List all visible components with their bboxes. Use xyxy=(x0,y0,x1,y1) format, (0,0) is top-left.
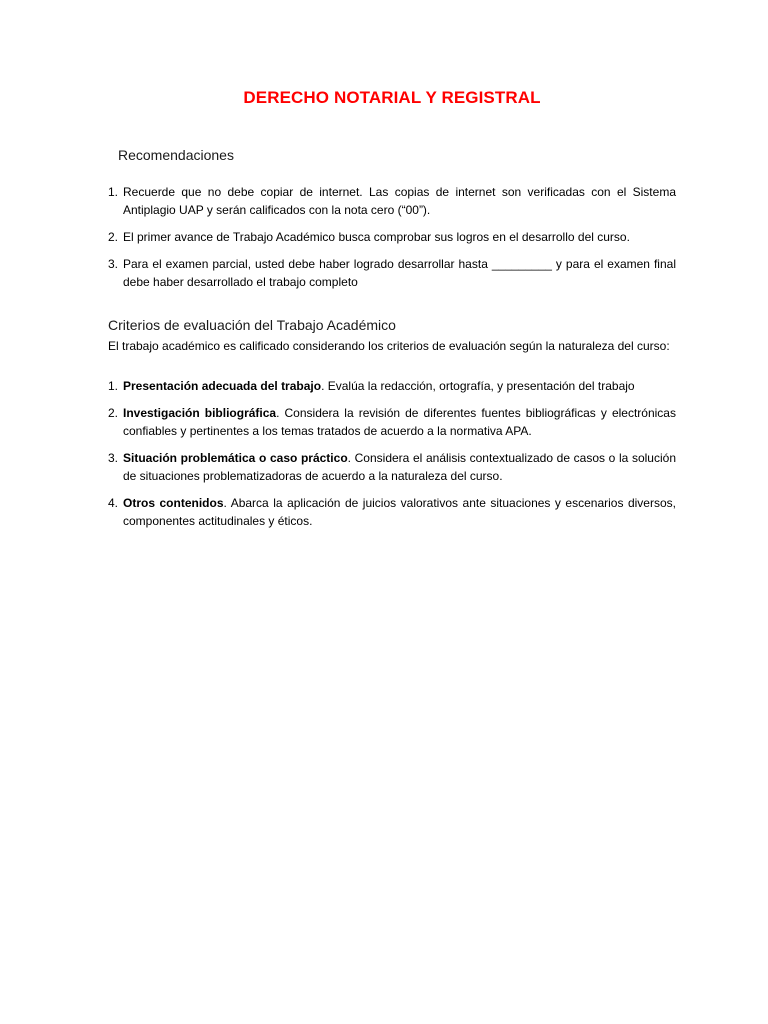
criterion-label: Situación problemática o caso práctico xyxy=(123,451,348,465)
list-item-number: 4. xyxy=(108,496,119,510)
criterion-label: Investigación bibliográfica xyxy=(123,406,277,420)
list-item-number: 2. xyxy=(108,406,119,420)
list-item-number: 3. xyxy=(108,451,119,465)
list-item-number: 3. xyxy=(108,257,119,271)
recommendations-heading: Recomendaciones xyxy=(118,147,234,163)
criterion-label: Presentación adecuada del trabajo xyxy=(123,379,322,393)
criterion-text: . Evalúa la redacción, ortografía, y presentación del trabajo xyxy=(321,379,635,393)
criterion-label: Otros contenidos xyxy=(123,496,224,510)
list-item xyxy=(108,404,676,440)
criteria-list xyxy=(108,377,676,539)
document-title: DERECHO NOTARIAL Y REGISTRAL xyxy=(243,88,541,107)
list-item xyxy=(108,183,676,219)
recommendations-list xyxy=(108,183,676,300)
criterion-text: . Considera la revisión de diferentes fuentes bibliográficas y electrónicas confiables y pertinentes a los temas tratados de acuerdo a la normativa APA. xyxy=(123,406,676,438)
list-item-text: El primer avance de Trabajo Académico busca comprobar sus logros en el desarrollo del curso. xyxy=(123,230,630,244)
list-item-number: 1. xyxy=(108,185,119,199)
list-item-number: 1. xyxy=(108,379,119,393)
list-item-number: 2. xyxy=(108,230,119,244)
list-item xyxy=(108,377,676,395)
criteria-intro: El trabajo académico es calificado considerando los criterios de evaluación según la naturaleza del curso: xyxy=(108,339,670,353)
list-item xyxy=(108,494,676,530)
criterion-text: . Abarca la aplicación de juicios valorativos ante situaciones y escenarios diversos, componentes actitudinales y éticos. xyxy=(123,496,676,528)
list-item xyxy=(108,228,676,246)
list-item-text: Recuerde que no debe copiar de internet. Las copias de internet son verificadas con el Sistema Antiplagio UAP y serán calificados con la nota cero (“00”). xyxy=(123,185,676,217)
list-item xyxy=(108,449,676,485)
criterion-text: . Considera el análisis contextualizado de casos o la solución de situaciones problematizadoras de acuerdo a la naturaleza del curso. xyxy=(123,451,676,483)
list-item xyxy=(108,255,676,291)
list-item-text: Para el examen parcial, usted debe haber logrado desarrollar hasta _________ y para el examen final debe haber desarrollado el trabajo completo xyxy=(123,257,676,289)
criteria-heading: Criterios de evaluación del Trabajo Académico xyxy=(108,317,396,333)
